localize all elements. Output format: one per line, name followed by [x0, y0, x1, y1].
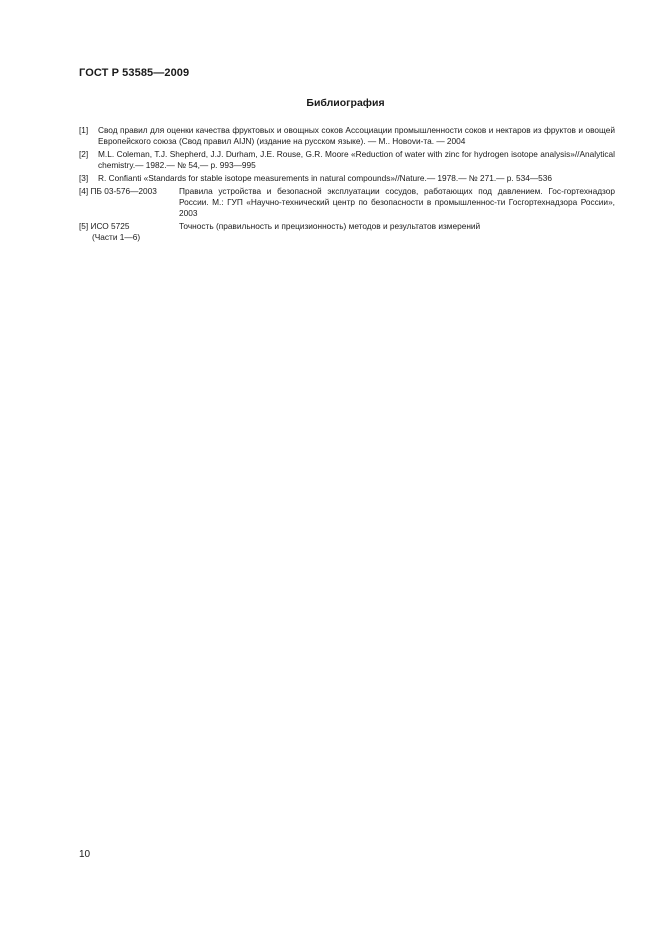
- bibliography-list: [79, 125, 615, 245]
- page-number: 10: [79, 849, 91, 860]
- entry-reference: [79, 221, 179, 243]
- bibliography-entry: [79, 173, 615, 184]
- entry-text: R. Confianti «Standards for stable isotope measurements in natural compounds»//Nature.— 1978.— № 271.— p. 534—536: [98, 173, 552, 183]
- bibliography-entry: [79, 221, 615, 243]
- entry-reference-parts: (Части 1—6): [92, 232, 141, 242]
- entry-text: Правила устройства и безопасной эксплуатации сосудов, работающих под давлением. Гос-гортехнадзор России. М.: ГУП «Научно-технический центр по безопасности в промышленнос-ти Госгортехнадзора России», 2003: [179, 186, 615, 218]
- standard-designation: ГОСТ Р 53585—2009: [79, 67, 190, 79]
- bibliography-entry: [79, 186, 615, 219]
- entry-number: [1]: [79, 125, 89, 135]
- entry-number: [3]: [79, 173, 89, 183]
- section-title: Библиография: [306, 97, 385, 109]
- entry-reference-code: [4] ПБ 03-576—2003: [79, 186, 157, 196]
- bibliography-entry: [79, 125, 615, 147]
- entry-text: Точность (правильность и прецизионность) методов и результатов измерений: [179, 221, 481, 231]
- entry-text: Свод правил для оценки качества фруктовых и овощных соков Ассоциации промышленности соков и нектаров из фруктов и овощей Европейского союза (Свод правил AIJN) (издание на русском языке). — М.. Новоvи-та. — 2004: [98, 125, 615, 146]
- bibliography-entry: [79, 149, 615, 171]
- entry-reference-code: [5] ИСО 5725: [79, 221, 130, 231]
- entry-reference: [79, 186, 179, 219]
- entry-number: [2]: [79, 149, 89, 159]
- entry-text: M.L. Coleman, T.J. Shepherd, J.J. Durham, J.E. Rouse, G.R. Moore «Reduction of water with zinc for hydrogen isotope analysis»//Analytical chemistry.— 1982.— № 54,— p. 993—995: [98, 149, 615, 170]
